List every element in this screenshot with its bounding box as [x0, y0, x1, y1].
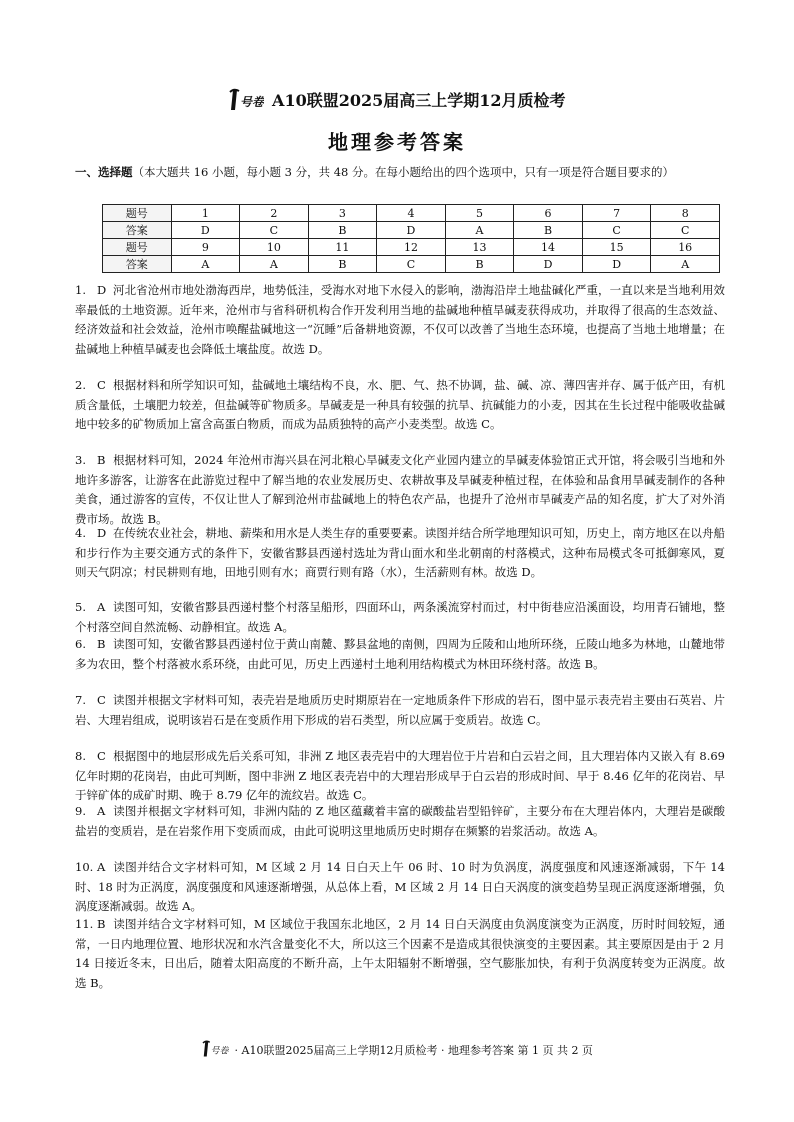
table-cell: D: [377, 222, 446, 239]
question-number: 9.: [75, 804, 86, 818]
question-answer: D: [97, 526, 107, 540]
section-label: 一、选择题: [75, 165, 133, 179]
table-cell: 5: [445, 205, 514, 222]
table-cell: 11: [308, 239, 377, 256]
table-cell: B: [308, 256, 377, 273]
table-cell: 16: [651, 239, 720, 256]
list-item: [75, 524, 725, 583]
table-cell: 2: [240, 205, 309, 222]
row-label-question: 题号: [103, 239, 172, 256]
table-cell: D: [514, 256, 583, 273]
list-item: [75, 915, 725, 993]
question-explanation: 根据材料可知，2024 年沧州市海兴县在河北粮心旱碱麦文化产业园内建立的旱碱麦体验馆正式开馆，将会吸引当地和外地许多游客，让游客在此游览过程中了解当地的农业发展历史、农耕故事及旱碱麦种植过程，在体验和品食用旱碱麦制作的各种美食，通过游客的宣传，不仅让世人了解到沧州市盐碱地上的特色农产品，也提升了沧州市旱碱麦产品的知名度，扩大了对外消费市场。故选 B。: [75, 453, 725, 526]
question-explanation: 根据图中的地层形成先后关系可知，非洲 Z 地区表壳岩中的大理岩位于片岩和白云岩之间，且大理岩体内又嵌入有 8.69 亿年时期的花岗岩，由此可判断，图中非洲 Z 地区表壳岩中的大理岩形成早于白云岩的形成时间、早于 8.46 亿年的花岗岩、早于锌矿体的成矿时期、晚于 8.79 亿年的流纹岩。故选 C。: [75, 749, 725, 802]
page-footer: [0, 1040, 794, 1058]
question-number: 7.: [75, 693, 86, 707]
table-cell: 8: [651, 205, 720, 222]
table-cell: A: [445, 222, 514, 239]
question-answer: B: [97, 453, 106, 467]
table-cell: D: [171, 222, 240, 239]
question-answer: D: [97, 283, 107, 297]
row-label-answer: 答案: [103, 256, 172, 273]
question-number: 6.: [75, 637, 86, 651]
question-answer: A: [97, 600, 106, 614]
question-answer: B: [97, 917, 106, 931]
table-row: [103, 205, 720, 222]
table-cell: B: [308, 222, 377, 239]
table-cell: A: [651, 256, 720, 273]
list-item: [75, 635, 725, 674]
document-subtitle: 地理参考答案: [328, 130, 466, 154]
document-title: [0, 88, 794, 112]
question-answer: A: [97, 804, 106, 818]
question-answer: C: [97, 378, 106, 392]
list-item: [75, 858, 725, 917]
question-answer: B: [97, 637, 106, 651]
list-item: [75, 281, 725, 359]
brand-logo-icon: [228, 88, 264, 112]
table-cell: A: [240, 256, 309, 273]
question-number: 8.: [75, 749, 86, 763]
table-cell: 7: [582, 205, 651, 222]
table-cell: D: [582, 256, 651, 273]
table-cell: C: [377, 256, 446, 273]
table-cell: 10: [240, 239, 309, 256]
question-number: 5.: [75, 600, 86, 614]
table-cell: 13: [445, 239, 514, 256]
question-explanation: 读图并根据文字材料可知，非洲内陆的 Z 地区蕴藏着丰富的碳酸盐岩型铅锌矿，主要分布在大理岩体内，大理岩是碳酸盐岩的变质岩，是在岩浆作用下变质而成，由此可说明这里地质历史时期存在频繁的岩浆活动。故选 A。: [75, 804, 725, 838]
title-text: A10联盟2025届高三上学期12月质检考: [272, 91, 566, 110]
svg-text:号卷: 号卷: [240, 95, 265, 109]
table-cell: 9: [171, 239, 240, 256]
question-answer: C: [97, 749, 106, 763]
brand-logo-icon: [201, 1040, 229, 1058]
table-cell: C: [240, 222, 309, 239]
question-number: 1.: [75, 283, 86, 297]
table-row: [103, 239, 720, 256]
question-explanation: 在传统农业社会，耕地、薪柴和用水是人类生存的重要要素。读图并结合所学地理知识可知，历史上，南方地区在以舟船和步行作为主要交通方式的条件下，安徽省黟县西递村选址为背山面水和坐北朝南的村落模式，这种布局模式冬可抵御寒风，夏则天气阴凉；村民耕则有地，田地引则有水；商贾行则有路（水），生活薪则有林。故选 D。: [75, 526, 725, 579]
table-cell: 15: [582, 239, 651, 256]
section-instruction: [75, 164, 725, 181]
table-cell: 1: [171, 205, 240, 222]
question-number: 3.: [75, 453, 86, 467]
table-cell: 14: [514, 239, 583, 256]
list-item: [75, 451, 725, 529]
question-explanation: 读图并根据文字材料可知，表壳岩是地质历史时期原岩在一定地质条件下形成的岩石，图中显示表壳岩主要由石英岩、片岩、大理岩组成，说明该岩石是在变质作用下形成的岩石类型，所以应属于变质岩。故选 C。: [75, 693, 725, 727]
list-item: [75, 802, 725, 841]
section-instruction-text: （本大题共 16 小题，每小题 3 分，共 48 分。在每小题给出的四个选项中，只有一项是符合题目要求的）: [132, 165, 675, 179]
question-number: 10.: [75, 860, 94, 874]
table-cell: 12: [377, 239, 446, 256]
svg-text:号卷: 号卷: [210, 1046, 229, 1057]
table-cell: A: [171, 256, 240, 273]
footer-text: · A10联盟2025届高三上学期12月质检考 · 地理参考答案 第 1 页 共 2 页: [234, 1044, 593, 1057]
question-answer: C: [97, 693, 106, 707]
question-explanation: 河北省沧州市地处渤海西岸，地势低洼，受海水对地下水侵入的影响，渤海沿岸土地盐碱化严重，一直以来是当地利用效率最低的土地资源。近年来，沧州市与省科研机构合作开发利用当地的盐碱地种植旱碱麦获得成功，并取得了很高的生态效益、经济效益和社会效益，沧州市唤醒盐碱地这一“沉睡”后备耕地资源，不仅可以改善了当地生态环境，也提高了当地土地增量；在盐碱地上种植旱碱麦也会降低土壤盐度。故选 D。: [75, 283, 725, 356]
list-item: [75, 598, 725, 637]
list-item: [75, 691, 725, 730]
question-explanation: 读图并结合文字材料可知，M 区域 2 月 14 日白天上午 06 时、10 时为负涡度，涡度强度和风速逐渐减弱，下午 14 时、18 时为正涡度，涡度强度和风速逐渐增强，从总体上看，M 区域 2 月 14 日白天涡度的演变趋势呈现正涡度逐渐增强，负涡度逐渐减弱。故选 A。: [75, 860, 725, 913]
table-cell: B: [445, 256, 514, 273]
question-answer: A: [97, 860, 106, 874]
table-cell: 6: [514, 205, 583, 222]
question-number: 11.: [75, 917, 94, 931]
table-cell: B: [514, 222, 583, 239]
question-explanation: 读图并结合文字材料可知，M 区域位于我国东北地区，2 月 14 日白天涡度由负涡度演变为正涡度，历时时间较短，通常，一日内地理位置、地形状况和水汽含量变化不大，所以这三个因素不是造成其很快演变的主要因素。其主要原因是由于 2 月 14 日接近冬末，日出后，随着太阳高度的不断升高，上午太阳辐射不断增强，空气膨胀加快，有利于负涡度转变为正涡度。故选 B。: [75, 917, 725, 990]
table-cell: C: [582, 222, 651, 239]
table-row: [103, 256, 720, 273]
question-explanation: 读图可知，安徽省黟县西递村位于黄山南麓、黟县盆地的南侧，四周为丘陵和山地所环绕，丘陵山地多为林地，山麓地带多为农田，整个村落被水系环绕，由此可见，历史上西递村土地利用结构模式为林田环绕村落。故选 B。: [75, 637, 725, 671]
table-cell: 3: [308, 205, 377, 222]
question-explanation: 根据材料和所学知识可知，盐碱地土壤结构不良，水、肥、气、热不协调，盐、碱、凉、薄四害并存、属于低产田，有机质含量低，土壤肥力较差，但盐碱等矿物质多。旱碱麦是一种具有较强的抗旱、抗碱能力的小麦，因其在生长过程中能吸收盐碱地中较多的矿物质加上富含高蛋白物质，而成为品质独特的高产小麦类型。故选 C。: [75, 378, 725, 431]
table-row: [103, 222, 720, 239]
row-label-question: 题号: [103, 205, 172, 222]
question-number: 4.: [75, 526, 86, 540]
question-explanation: 读图可知，安徽省黟县西递村整个村落呈船形，四面环山，两条溪流穿村而过，村中街巷应沿溪面设，均用青石铺地，整个村落空间自然流畅、动静相宜。故选 A。: [75, 600, 725, 634]
row-label-answer: 答案: [103, 222, 172, 239]
list-item: [75, 376, 725, 435]
answer-table: [102, 204, 720, 273]
table-cell: C: [651, 222, 720, 239]
question-number: 2.: [75, 378, 86, 392]
table-cell: 4: [377, 205, 446, 222]
list-item: [75, 747, 725, 806]
